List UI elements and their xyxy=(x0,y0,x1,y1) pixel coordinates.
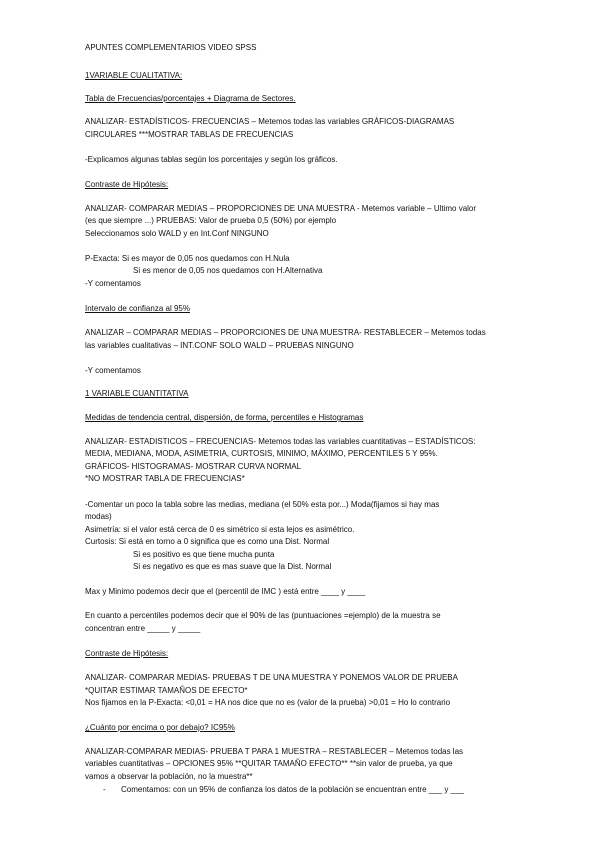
subheading-contraste-2: Contraste de Hipótesis: xyxy=(85,649,169,658)
paragraph-line: ANALIZAR- COMPARAR MEDIAS – PROPORCIONES DE UNA MUESTRA - Metemos variable – Ultimo valor xyxy=(85,204,477,213)
document-title: APUNTES COMPLEMENTARIOS VIDEO SPSS xyxy=(85,43,257,52)
paragraph-line: modas) xyxy=(85,512,112,521)
paragraph-line: ANALIZAR- ESTADISTICOS – FRECUENCIAS- Metemos todas las variables cuantitativas – ESTADÍSTICOS: xyxy=(85,437,476,446)
paragraph-line: ANALIZAR- COMPARAR MEDIAS- PRUEBAS T DE UNA MUESTRA Y PONEMOS VALOR DE PRUEBA xyxy=(85,673,458,682)
paragraph-line: ANALIZAR- ESTADÍSTICOS- FRECUENCIAS – Metemos todas las variables GRÁFICOS-DIAGRAMAS xyxy=(85,117,455,126)
paragraph-line: Max y Minimo podemos decir que el (percentil de IMC ) está entre ____ y ____ xyxy=(85,587,366,596)
paragraph-line: Si es menor de 0,05 nos quedamos con H.Alternativa xyxy=(133,266,323,275)
paragraph-line: P-Exacta: Si es mayor de 0,05 nos quedamos con H.Nula xyxy=(85,254,290,263)
paragraph-line: Seleccionamos solo WALD y en Int.Conf NINGUNO xyxy=(85,229,269,238)
paragraph-line: -Y comentamos xyxy=(85,366,141,375)
section-heading-cuantitativa: 1 VARIABLE CUANTITATIVA xyxy=(85,389,189,398)
paragraph-line: las variables cualitativas – INT.CONF SOLO WALD – PRUEBAS NINGUNO xyxy=(85,341,354,350)
bullet-marker: - xyxy=(103,785,106,794)
paragraph-line: Si es negativo es que es mas suave que la Dist. Normal xyxy=(133,562,332,571)
paragraph-line: -Comentar un poco la tabla sobre las medias, mediana (el 50% esta por...) Moda(fijamos si hay mas xyxy=(85,500,440,509)
paragraph-line: variables cuantitativas – OPCIONES 95% **QUITAR TAMAÑO EFECTO** **sin valor de prueba, ya que xyxy=(85,759,453,768)
paragraph-line: MEDIA, MEDIANA, MODA, ASIMETRIA, CURTOSIS, MINIMO, MÁXIMO, PERCENTILES 5 Y 95%. xyxy=(85,449,438,458)
paragraph-line: *NO MOSTRAR TABLA DE FRECUENCIAS* xyxy=(85,474,245,483)
paragraph-line: CIRCULARES ***MOSTRAR TABLAS DE FRECUENCIAS xyxy=(85,130,294,139)
section-heading-cualitativa: 1VARIABLE CUALITATIVA: xyxy=(85,71,183,80)
paragraph-line: ANALIZAR – COMPARAR MEDIAS – PROPORCIONES DE UNA MUESTRA- RESTABLECER – Metemos todas xyxy=(85,328,486,337)
paragraph-line: *QUITAR ESTIMAR TAMAÑOS DE EFECTO* xyxy=(85,686,248,695)
paragraph-line: concentran entre _____ y _____ xyxy=(85,624,201,633)
subheading-ic95: ¿Cuánto por encima o por debajo? IC95% xyxy=(85,723,235,732)
bullet-item: Comentamos: con un 95% de confianza los datos de la población se encuentran entre ___ y ___ xyxy=(121,785,464,794)
paragraph-line: -Explicamos algunas tablas según los porcentajes y según los gráficos. xyxy=(85,155,338,164)
paragraph-line: (es que siempre ...) PRUEBAS: Valor de prueba 0,5 (50%) por ejemplo xyxy=(85,216,337,225)
subheading-intervalo: Intervalo de confianza al 95% xyxy=(85,304,190,313)
paragraph-line: ANALIZAR-COMPARAR MEDIAS- PRUEBA T PARA 1 MUESTRA – RESTABLECER – Metemos todas las xyxy=(85,747,464,756)
paragraph-line: Si es positivo es que tiene mucha punta xyxy=(133,550,275,559)
paragraph-line: Nos fijamos en la P-Exacta: <0,01 = HA nos dice que no es (valor de la prueba) >0,01 = Ho lo contrario xyxy=(85,698,451,707)
paragraph-line: GRÁFICOS- HISTOGRAMAS- MOSTRAR CURVA NORMAL xyxy=(85,462,302,471)
subheading-frecuencias: Tabla de Frecuencias/porcentajes + Diagrama de Sectores. xyxy=(85,94,296,103)
paragraph-line: En cuanto a percentiles podemos decir que el 90% de las (puntuaciones =ejemplo) de la muestra se xyxy=(85,611,441,620)
subheading-medidas: Medidas de tendencia central, dispersión, de forma, percentiles e Histogramas xyxy=(85,413,364,422)
paragraph-line: -Y comentamos xyxy=(85,279,141,288)
paragraph-line: vamos a observar la población, no la muestra** xyxy=(85,772,253,781)
paragraph-line: Asimetría: si el valor está cerca de 0 es simétrico si esta lejos es asimétrico. xyxy=(85,525,355,534)
paragraph-line: Curtosis: Si está en torno a 0 significa que es como una Dist. Normal xyxy=(85,537,330,546)
subheading-contraste: Contraste de Hipótesis: xyxy=(85,180,169,189)
